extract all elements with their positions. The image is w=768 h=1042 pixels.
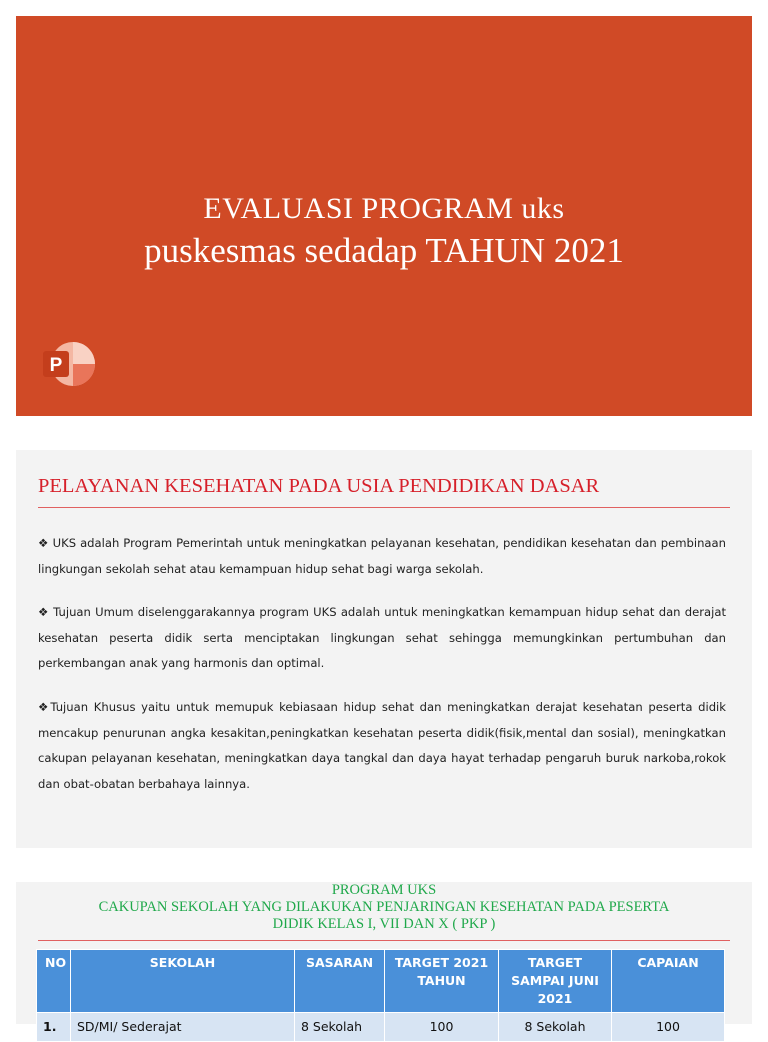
cell-sekolah: SD/MI/ Sederajat [71,1013,295,1042]
table-slide [16,882,752,1034]
header-sekolah: SEKOLAH [71,950,295,1013]
cell-no: 1. [37,1013,71,1042]
heading-divider [38,507,730,508]
title-slide [16,16,752,416]
header-no: NO [37,950,71,1013]
table-header-row [37,950,725,1013]
section-heading: PELAYANAN KESEHATAN PADA USIA PENDIDIKAN DASAR [38,475,600,497]
table-title-divider [38,940,730,941]
cell-sasaran: 8 Sekolah [295,1013,385,1042]
header-capaian: CAPAIAN [612,950,725,1013]
cell-target-2021: 100 [385,1013,499,1042]
cell-capaian: 100 [612,1013,725,1042]
table-slide-title-line1: PROGRAM UKS [331,882,437,898]
content-slide [16,450,752,848]
table-slide-title [36,882,732,933]
powerpoint-icon [41,334,97,394]
cell-target-juni: 8 Sekolah [499,1013,612,1042]
paragraph-general-goal: ❖ Tujuan Umum diselenggarakannya program UKS adalah untuk meningkatkan kemampuan hidup sehat dan derajat kesehatan peserta didik serta menciptakan lingkungan sehat sehingga memungkinkan pertumbuhan dan perkembangan anak yang harmonis dan optimal. [38,605,726,671]
coverage-table [36,949,725,1042]
slide-title-line1: EVALUASI PROGRAM uks [203,192,565,225]
slide-title-line2: puskesmas sedadap TAHUN 2021 [144,231,624,270]
table-row [37,1013,725,1042]
table-slide-title-line2: CAKUPAN SEKOLAH YANG DILAKUKAN PENJARINGAN KESEHATAN PADA PESERTA [98,899,670,915]
header-target-juni: TARGET SAMPAI JUNI 2021 [499,950,612,1013]
paragraph-uks-definition: ❖ UKS adalah Program Pemerintah untuk meningkatkan pelayanan kesehatan, pendidikan kesehatan dan pembinaan lingkungan sekolah sehat atau kemampuan hidup sehat bagi warga sekolah. [38,536,726,576]
powerpoint-icon-letter: P [49,355,63,376]
slide-title [16,191,752,273]
header-sasaran: SASARAN [295,950,385,1013]
header-target-2021: TARGET 2021 TAHUN [385,950,499,1013]
paragraph-specific-goal: ❖Tujuan Khusus yaitu untuk memupuk kebiasaan hidup sehat dan meningkatkan derajat kesehatan peserta didik mencakup penurunan angka kesakitan,peningkatkan kesehatan peserta didik(fisik,mental dan sosial), meningkatkan cakupan pelayanan kesehatan, meningkatkan daya tangkal dan daya hayat terhadap pengaruh buruk narkoba,rokok dan obat-obatan berbahaya lainnya. [38,700,726,792]
table-slide-title-line3: DIDIK KELAS I, VII DAN X ( PKP ) [272,916,496,932]
